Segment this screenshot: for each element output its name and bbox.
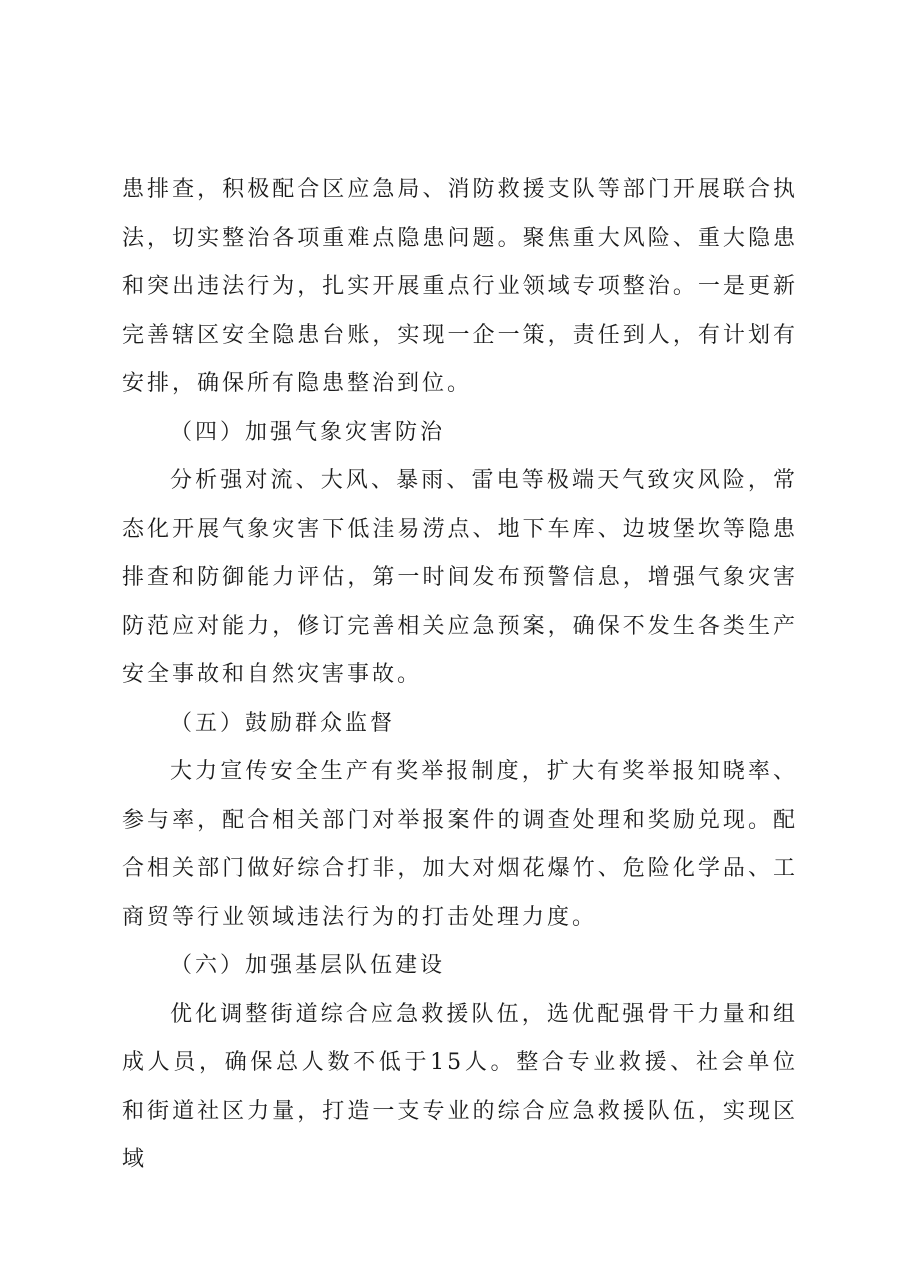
heading-weather-disaster: （四）加强气象灾害防治 <box>170 419 446 445</box>
paragraph-grassroots-team: 优化调整街道综合应急救援队伍，选优配强骨干力量和组成人员，确保总人数不低于15人。整合专业救援、社会单位和街道社区力量，打造一支专业的综合应急救援队伍，实现区域 <box>122 1001 798 1172</box>
paragraph-public-supervision: 大力宣传安全生产有奖举报制度，扩大有奖举报知晓率、参与率，配合相关部门对举报案件的调查处理和奖励兑现。配合相关部门做好综合打非，加大对烟花爆竹、危险化学品、工商贸等行业领域违法行为的打击处理力度。 <box>122 759 798 930</box>
paragraph-weather-disaster: 分析强对流、大风、暴雨、雷电等极端天气致灾风险，常态化开展气象灾害下低洼易涝点、地下车库、边坡堡坎等隐患排查和防御能力评估，第一时间发布预警信息，增强气象灾害防范应对能力，修订完善相关应急预案，确保不发生各类生产安全事故和自然灾害事故。 <box>122 468 798 687</box>
document-body <box>122 166 798 1185</box>
paragraph-hazard-rectification: 患排查，积极配合区应急局、消防救援支队等部门开展联合执法，切实整治各项重难点隐患问题。聚焦重大风险、重大隐患和突出违法行为，扎实开展重点行业领域专项整治。一是更新完善辖区安全隐患台账，实现一企一策，责任到人，有计划有安排，确保所有隐患整治到位。 <box>122 177 798 396</box>
heading-grassroots-team: （六）加强基层队伍建设 <box>170 953 446 978</box>
heading-public-supervision: （五）鼓励群众监督 <box>170 710 396 736</box>
